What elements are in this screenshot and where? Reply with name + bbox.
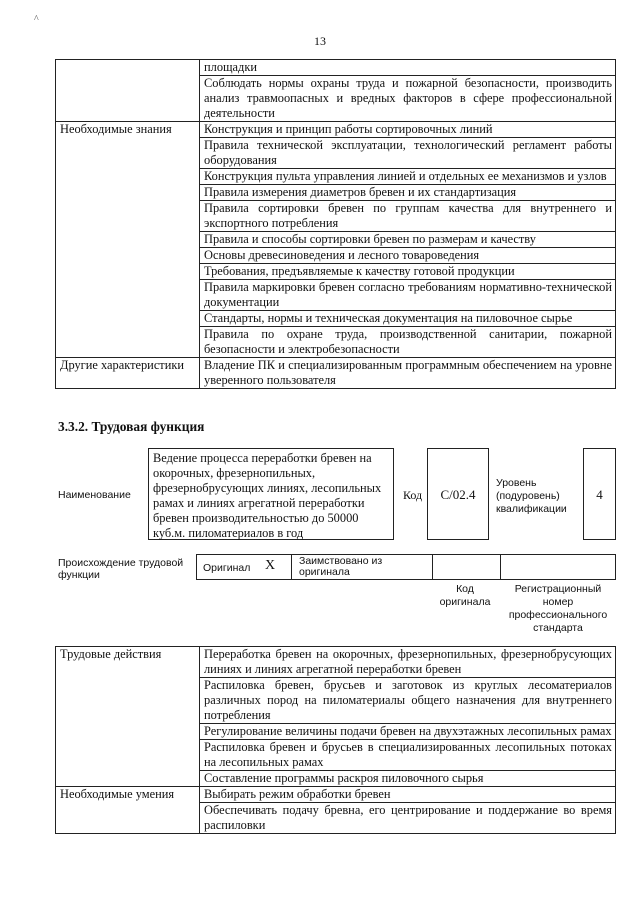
origin-row: [196, 554, 616, 580]
row-label: [56, 60, 200, 122]
original-mark: X: [265, 558, 276, 573]
row-text: Правила и способы сортировки бревен по размерам и качеству: [200, 232, 616, 248]
row-text: площадки: [200, 60, 616, 76]
level-value: 4: [583, 448, 616, 540]
origin-label: Происхождение трудовой функции: [58, 557, 184, 581]
divider: [432, 555, 433, 579]
table-row: [56, 122, 616, 138]
row-text: Переработка бревен на окорочных, фрезернопильных, фрезернобрусующих линиях и линиях агрегатной переработки бревен: [200, 647, 616, 678]
name-label: Наименование: [58, 489, 131, 501]
row-text: Правила сортировки бревен по группам качества для внутреннего и экспортного потребления: [200, 201, 616, 232]
row-text: Конструкция и принцип работы сортировочных линий: [200, 122, 616, 138]
row-text: Правила по охране труда, производственной санитарии, пожарной безопасности и электробезопасности: [200, 327, 616, 358]
row-text: Составление программы раскроя пиловочного сырья: [200, 771, 616, 787]
page-number: 13: [314, 34, 326, 48]
row-text: Правила маркировки бревен согласно требованиям нормативно-технической документации: [200, 280, 616, 311]
row-text: Основы древесиноведения и лесного товароведения: [200, 248, 616, 264]
row-label: Трудовые действия: [56, 647, 200, 787]
reg-caption: Регистрационный номер профессионального стандарта: [508, 583, 608, 634]
table-row: [56, 60, 616, 76]
row-label: Другие характеристики: [56, 358, 200, 389]
borrowed-label: Заимствовано из оригинала: [299, 555, 383, 578]
level-label: Уровень (подуровень) квалификации: [496, 477, 567, 515]
code-caption: Код оригинала: [439, 583, 491, 608]
row-text: Стандарты, нормы и техническая документация на пиловочное сырье: [200, 311, 616, 327]
original-label: Оригинал: [203, 562, 251, 574]
table-row: [56, 787, 616, 803]
divider: [500, 555, 501, 579]
row-text: Распиловка бревен и брусьев в специализированных лесопильных потоках на лесопильных рамах: [200, 740, 616, 771]
corner-mark: ^: [34, 14, 39, 25]
row-text: Соблюдать нормы охраны труда и пожарной безопасности, производить анализ травмоопасных и вредных факторов в сфере профессиональной деятельности: [200, 76, 616, 122]
row-text: Правила измерения диаметров бревен и их стандартизация: [200, 185, 616, 201]
row-text: Выбирать режим обработки бревен: [200, 787, 616, 803]
function-code: С/02.4: [427, 448, 489, 540]
section-title: 3.3.2. Трудовая функция: [58, 419, 205, 434]
function-name: Ведение процесса переработки бревен на окорочных, фрезернопильных, фрезернобрусующих линиях, лесопильных рамах и линиях агрегатной переработки бревен производительностью до 50000 куб.м. пиломатериалов в год: [148, 448, 394, 540]
row-text: Конструкция пульта управления линией и отдельных ее механизмов и узлов: [200, 169, 616, 185]
row-text: Обеспечивать подачу бревна, его центрирование и поддержание во время распиловки: [200, 803, 616, 834]
row-label: Необходимые знания: [56, 122, 200, 358]
code-label: Код: [403, 488, 423, 502]
row-text: Распиловка бревен, брусьев и заготовок из круглых лесоматериалов различных пород на пиломатериалы общего назначения для внутреннего потребления: [200, 678, 616, 724]
actions-table: [55, 646, 616, 834]
requirements-table: [55, 59, 616, 389]
row-text: Владение ПК и специализированным программным обеспечением на уровне уверенного пользователя: [200, 358, 616, 389]
table-row: [56, 647, 616, 678]
divider: [291, 555, 292, 579]
row-label: Необходимые умения: [56, 787, 200, 834]
table-row: [56, 358, 616, 389]
row-text: Требования, предъявляемые к качеству готовой продукции: [200, 264, 616, 280]
row-text: Правила технической эксплуатации, технологический регламент работы оборудования: [200, 138, 616, 169]
row-text: Регулирование величины подачи бревен на двухэтажных лесопильных рамах: [200, 724, 616, 740]
